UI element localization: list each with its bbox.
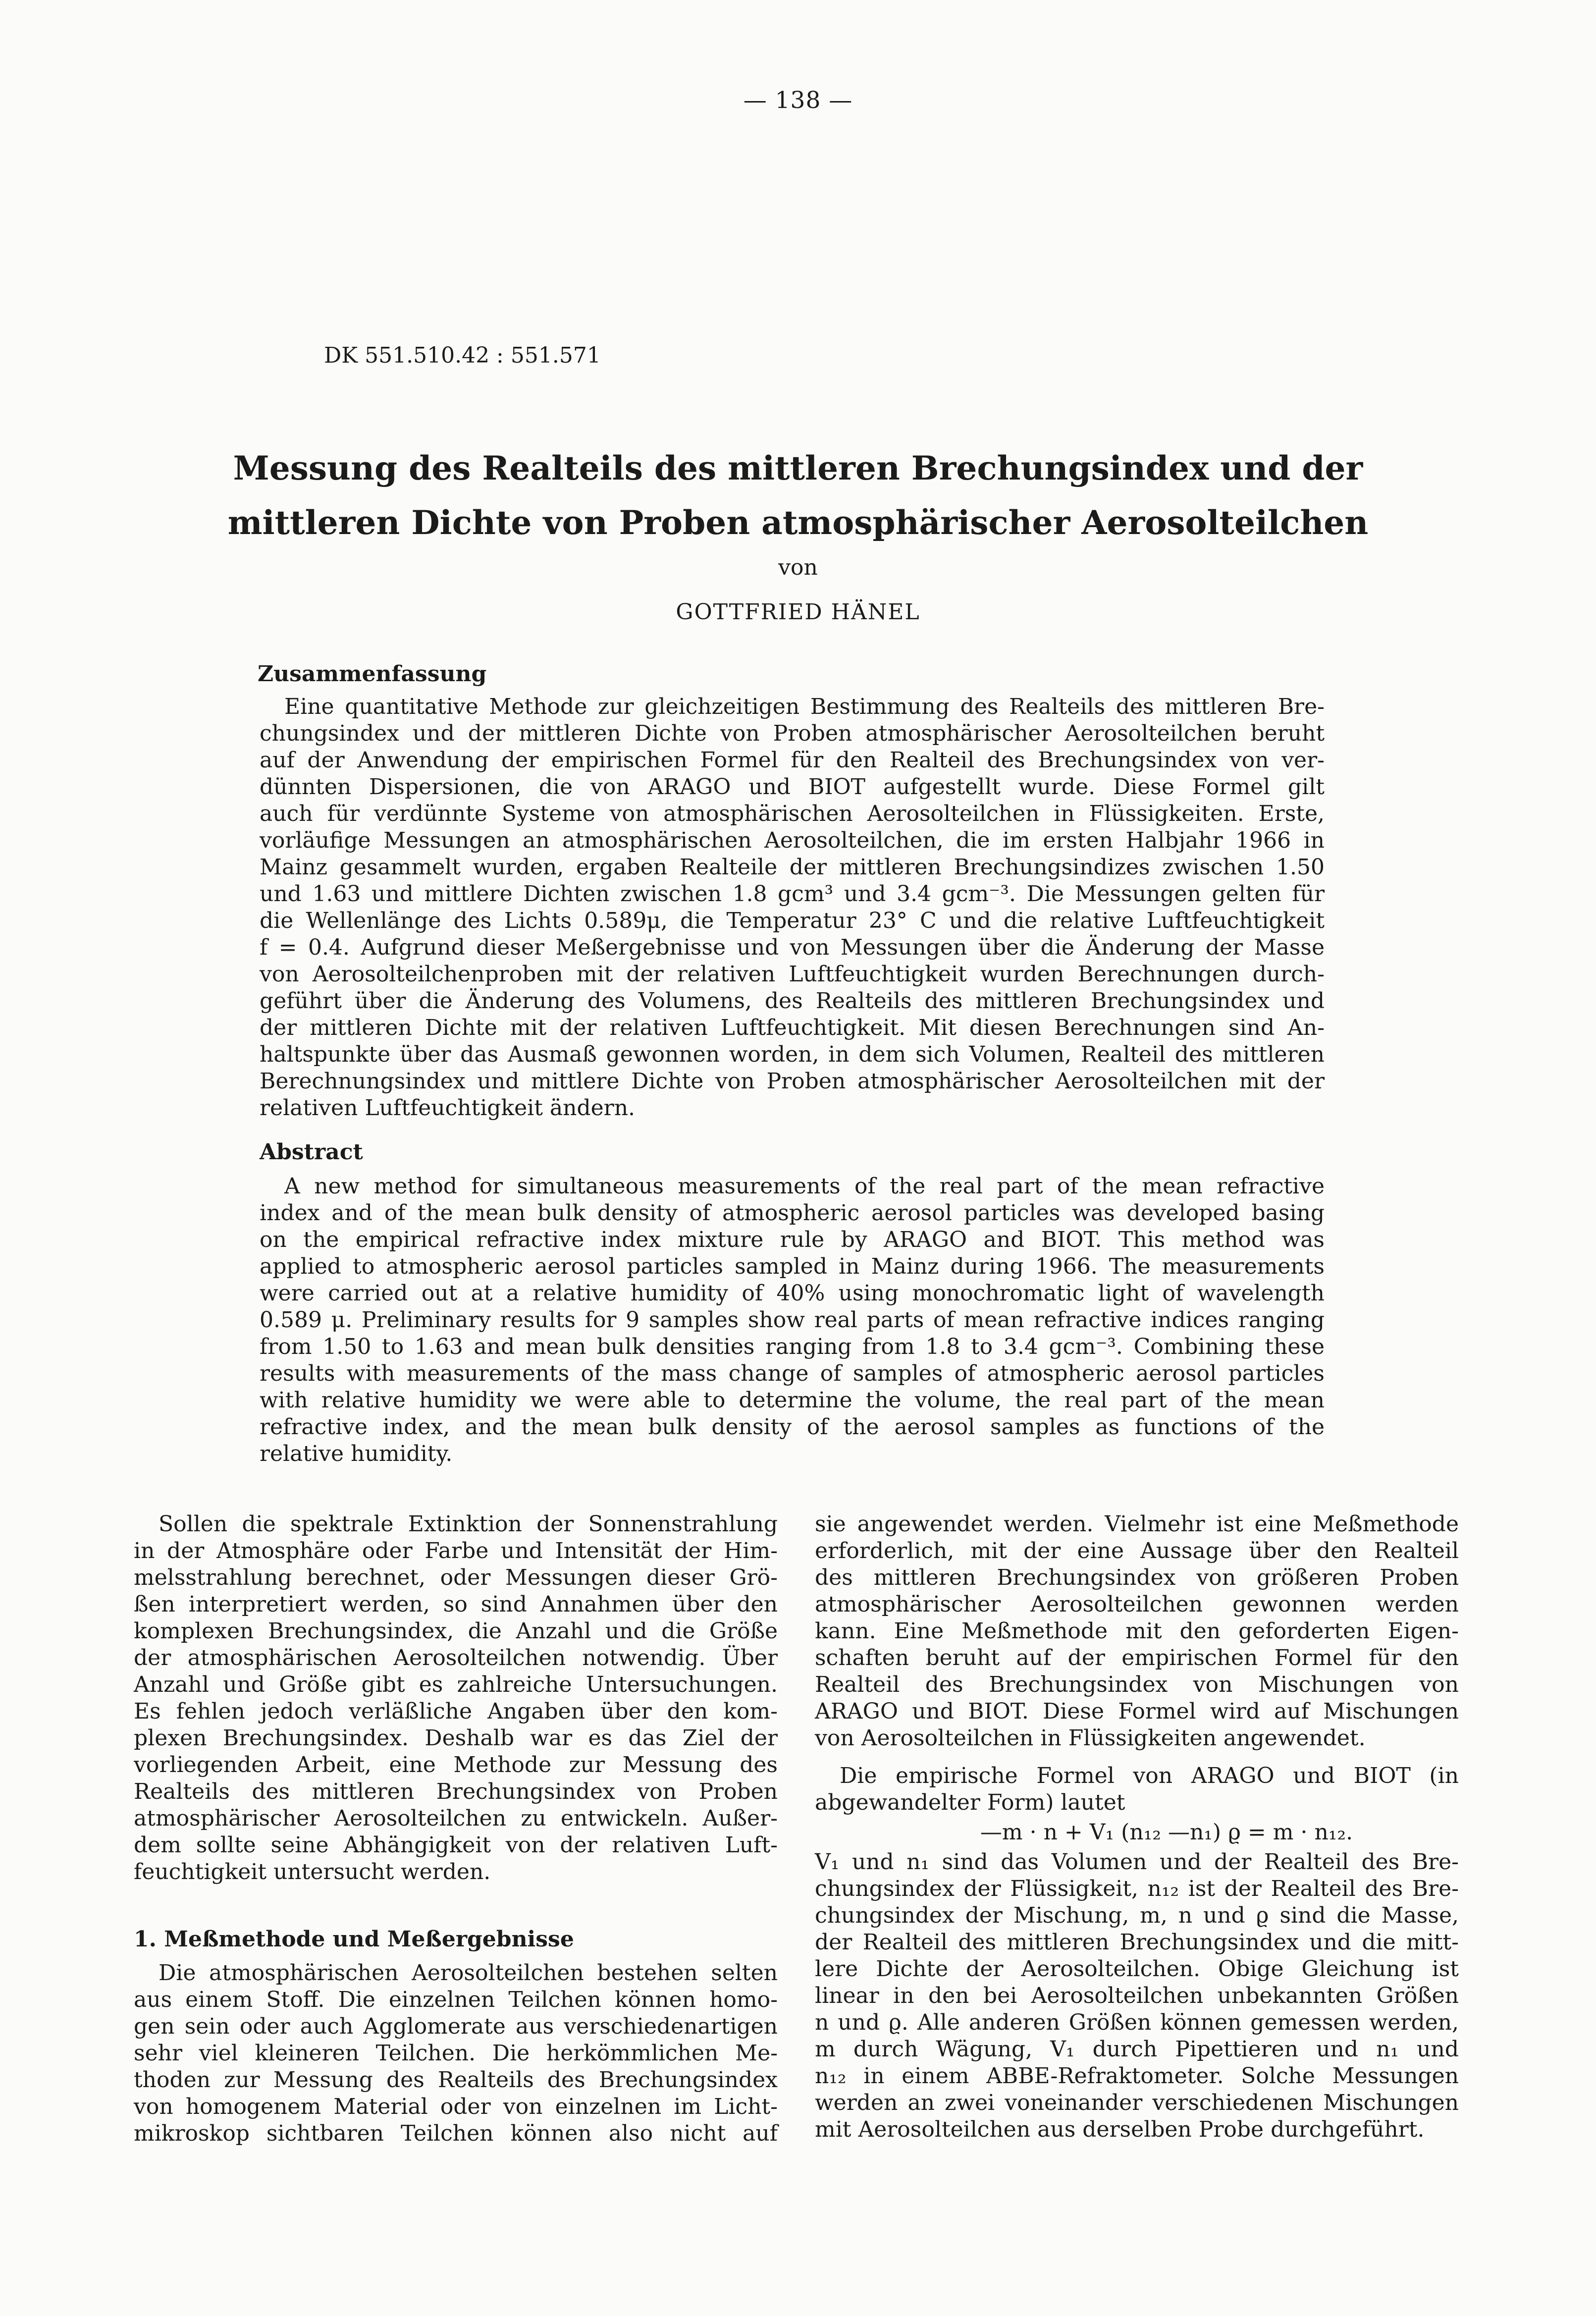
text-line: die Wellenlänge des Lichts 0.589μ, die Temperatur 23° C und die relative Luftfeuchtigkeit xyxy=(260,908,1325,933)
body-column-left xyxy=(134,1511,778,2147)
text-line: auch für verdünnte Systeme von atmosphärischen Aerosolteilchen in Flüssigkeiten. Erste, xyxy=(260,801,1325,826)
text-line: vorläufige Messungen an atmosphärischen Aerosolteilchen, die im ersten Halbjahr 1966 in xyxy=(260,828,1325,853)
text-line: schaften beruht auf der empirischen Formel für den xyxy=(815,1645,1459,1670)
text-line: Mainz gesammelt wurden, ergaben Realteile der mittleren Brechungsindizes zwischen 1.50 xyxy=(260,855,1325,880)
variables-paragraph xyxy=(815,1849,1459,2143)
author-name: GOTTFRIED HÄNEL xyxy=(676,599,920,625)
text-line: linear in den bei Aerosolteilchen unbekannten Größen xyxy=(815,1983,1459,2008)
continuation-paragraph xyxy=(815,1511,1459,1752)
text-line: Die empirische Formel von ARAGO und BIOT (in xyxy=(840,1763,1459,1788)
text-line: erforderlich, mit der eine Aussage über den Realteil xyxy=(815,1538,1459,1563)
text-line: V₁ und n₁ sind das Volumen und der Realteil des Bre- xyxy=(815,1849,1459,1875)
text-line: dünnten Dispersionen, die von ARAGO und BIOT aufgestellt wurde. Diese Formel gilt xyxy=(260,774,1325,800)
text-line: Anzahl und Größe gibt es zahlreiche Untersuchungen. xyxy=(134,1672,778,1697)
text-line: were carried out at a relative humidity of 40% using monochromatic light of wavelength xyxy=(260,1281,1325,1306)
zusammenfassung-body xyxy=(260,694,1325,1122)
text-line: Berechnungsindex und mittlere Dichte von Proben atmosphärischer Aerosolteilchen mit der xyxy=(260,1069,1325,1094)
text-line: Eine quantitative Methode zur gleichzeitigen Bestimmung des Realteils des mittleren Bre- xyxy=(284,694,1325,719)
text-line: thoden zur Messung des Realteils des Brechungsindex xyxy=(134,2067,778,2093)
text-line: sie angewendet werden. Vielmehr ist eine Meßmethode xyxy=(815,1511,1459,1537)
abstract-body xyxy=(260,1173,1325,1467)
udc-classification: DK 551.510.42 : 551.571 xyxy=(324,343,601,368)
text-line: des mittleren Brechungsindex von größeren Proben xyxy=(815,1565,1459,1590)
text-line: Die atmosphärischen Aerosolteilchen bestehen selten xyxy=(159,1960,778,1986)
text-line: komplexen Brechungsindex, die Anzahl und die Größe xyxy=(134,1618,778,1644)
byline-von: von xyxy=(778,555,818,580)
text-line: der mittleren Dichte mit der relativen Luftfeuchtigkeit. Mit diesen Berechnungen sind An- xyxy=(260,1015,1325,1040)
text-line: mikroskop sichtbaren Teilchen können also nicht auf xyxy=(134,2121,778,2146)
text-line: n₁₂ in einem ABBE-Refraktometer. Solche Messungen xyxy=(815,2063,1459,2089)
text-line: sehr viel kleineren Teilchen. Die herkömmlichen Me- xyxy=(134,2041,778,2066)
text-line: plexen Brechungsindex. Deshalb war es das Ziel der xyxy=(134,1725,778,1751)
text-line: aus einem Stoff. Die einzelnen Teilchen können homo- xyxy=(134,1987,778,2012)
text-line: applied to atmospheric aerosol particles sampled in Mainz during 1966. The measurements xyxy=(260,1254,1325,1279)
zusammenfassung-heading: Zusammenfassung xyxy=(258,661,487,687)
section-paragraph xyxy=(134,1960,778,2147)
text-line: relative humidity. xyxy=(260,1441,453,1466)
page-number: — 138 — xyxy=(743,87,853,114)
text-line: from 1.50 to 1.63 and mean bulk densities ranging from 1.8 to 3.4 gcm⁻³. Combining these xyxy=(260,1334,1325,1359)
arago-biot-equation: —m · n + V₁ (n₁₂ —n₁) ϱ = m · n₁₂. xyxy=(980,1820,1353,1845)
text-line: haltspunkte über das Ausmaß gewonnen worden, in dem sich Volumen, Realteil des mittleren xyxy=(260,1042,1325,1067)
text-line: chungsindex und der mittleren Dichte von Proben atmosphärischer Aerosolteilchen beruht xyxy=(260,721,1325,746)
text-line: results with measurements of the mass change of samples of atmospheric aerosol particles xyxy=(260,1361,1325,1386)
text-line: der atmosphärischen Aerosolteilchen notwendig. Über xyxy=(134,1645,778,1670)
article-title xyxy=(149,441,1447,550)
text-line: m durch Wägung, V₁ durch Pipettieren und n₁ und xyxy=(815,2037,1459,2062)
text-line: gen sein oder auch Agglomerate aus verschiedenartigen xyxy=(134,2014,778,2039)
text-line: atmosphärischer Aerosolteilchen zu entwickeln. Außer- xyxy=(134,1806,778,1831)
text-line: dem sollte seine Abhängigkeit von der relativen Luft- xyxy=(134,1832,778,1858)
text-line: Es fehlen jedoch verläßliche Angaben über den kom- xyxy=(134,1699,778,1724)
body-column-right xyxy=(815,1511,1459,2143)
intro-paragraph xyxy=(134,1511,778,1885)
text-line: feuchtigkeit untersucht werden. xyxy=(134,1859,491,1885)
text-line: von homogenem Material oder von einzelnen im Licht- xyxy=(134,2094,778,2119)
text-line: 0.589 μ. Preliminary results for 9 samples show real parts of mean refractive indices ranging xyxy=(260,1307,1325,1333)
formula-intro-paragraph xyxy=(815,1763,1459,1816)
section-heading: 1. Meßmethode und Meßergebnisse xyxy=(134,1927,574,1952)
text-line: und 1.63 und mittlere Dichten zwischen 1.8 gcm³ und 3.4 gcm⁻³. Die Messungen gelten für xyxy=(260,881,1325,907)
title-line-1: Messung des Realteils des mittleren Brechungsindex und der xyxy=(233,449,1363,487)
text-line: Realteil des Brechungsindex von Mischungen von xyxy=(815,1672,1459,1697)
text-line: werden an zwei voneinander verschiedenen Mischungen xyxy=(815,2090,1459,2115)
text-line: A new method for simultaneous measurements of the real part of the mean refractive xyxy=(284,1174,1325,1199)
text-line: refractive index, and the mean bulk density of the aerosol samples as functions of the xyxy=(260,1414,1325,1440)
text-line: on the empirical refractive index mixture rule by ARAGO and BIOT. This method was xyxy=(260,1227,1325,1252)
text-line: with relative humidity we were able to determine the volume, the real part of the mean xyxy=(260,1388,1325,1413)
abstract-heading: Abstract xyxy=(260,1139,363,1165)
text-line: Realteils des mittleren Brechungsindex von Proben xyxy=(134,1779,778,1804)
text-line: index and of the mean bulk density of atmospheric aerosol particles was developed basing xyxy=(260,1200,1325,1226)
text-line: auf der Anwendung der empirischen Formel für den Realteil des Brechungsindex von ver- xyxy=(260,748,1325,773)
text-line: chungsindex der Flüssigkeit, n₁₂ ist der Realteil des Bre- xyxy=(815,1876,1459,1901)
text-line: mit Aerosolteilchen aus derselben Probe durchgeführt. xyxy=(815,2117,1425,2142)
text-line: in der Atmosphäre oder Farbe und Intensität der Him- xyxy=(134,1538,778,1563)
text-line: Sollen die spektrale Extinktion der Sonnenstrahlung xyxy=(159,1511,778,1537)
text-line: der Realteil des mittleren Brechungsindex und die mitt- xyxy=(815,1930,1459,1955)
text-line: lere Dichte der Aerosolteilchen. Obige Gleichung ist xyxy=(815,1956,1459,1982)
text-line: chungsindex der Mischung, m, n und ϱ sind die Masse, xyxy=(815,1903,1459,1928)
text-line: atmosphärischer Aerosolteilchen gewonnen werden xyxy=(815,1592,1459,1617)
text-line: relativen Luftfeuchtigkeit ändern. xyxy=(260,1095,636,1121)
text-line: von Aerosolteilchenproben mit der relativen Luftfeuchtigkeit wurden Berechnungen durch- xyxy=(260,962,1325,987)
text-line: von Aerosolteilchen in Flüssigkeiten angewendet. xyxy=(815,1725,1366,1751)
text-line: n und ϱ. Alle anderen Größen können gemessen werden, xyxy=(815,2010,1459,2035)
text-line: melsstrahlung berechnet, oder Messungen dieser Grö- xyxy=(134,1565,778,1590)
text-line: vorliegenden Arbeit, eine Methode zur Messung des xyxy=(134,1752,778,1777)
text-line: abgewandelter Form) lautet xyxy=(815,1790,1125,1815)
text-line: kann. Eine Meßmethode mit den geforderten Eigen- xyxy=(815,1618,1459,1644)
text-line: ßen interpretiert werden, so sind Annahmen über den xyxy=(134,1592,778,1617)
text-line: ARAGO und BIOT. Diese Formel wird auf Mischungen xyxy=(815,1699,1459,1724)
text-line: f = 0.4. Aufgrund dieser Meßergebnisse und von Messungen über die Änderung der Masse xyxy=(260,935,1325,960)
text-line: geführt über die Änderung des Volumens, des Realteils des mittleren Brechungsindex und xyxy=(260,988,1325,1014)
title-line-2: mittleren Dichte von Proben atmosphärischer Aerosolteilchen xyxy=(227,503,1369,542)
